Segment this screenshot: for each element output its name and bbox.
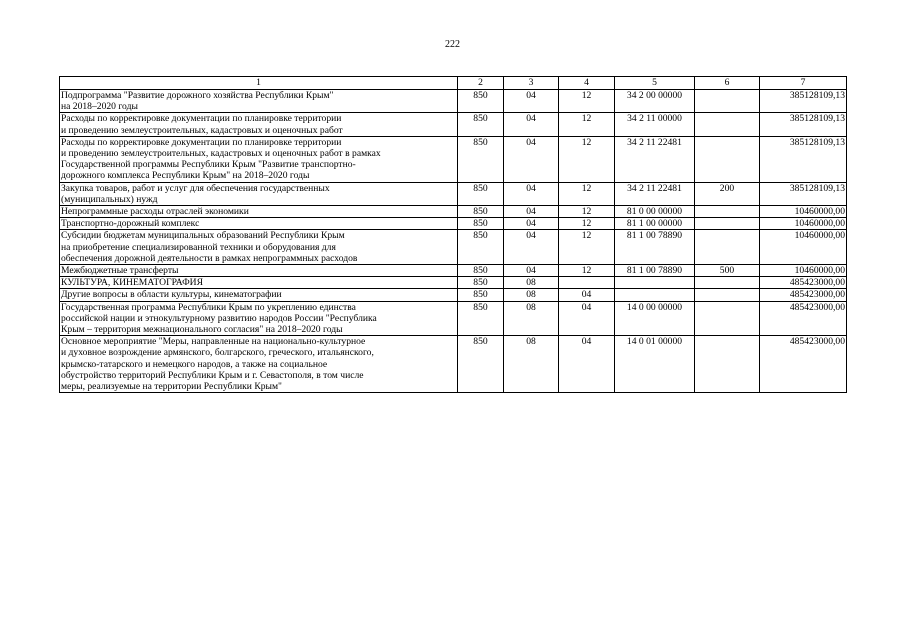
- cell-c4: 12: [559, 90, 615, 113]
- cell-c2: 850: [458, 182, 504, 205]
- cell-c6: [695, 289, 760, 301]
- cell-c4: 04: [559, 336, 615, 393]
- cell-c2: 850: [458, 230, 504, 265]
- column-header: 2: [458, 77, 504, 90]
- row-amount: 10460000,00: [760, 230, 847, 265]
- column-header: 7: [760, 77, 847, 90]
- cell-c3: 04: [504, 230, 559, 265]
- cell-c6: [695, 90, 760, 113]
- row-name: Другие вопросы в области культуры, кинематографии: [60, 289, 458, 301]
- cell-c4: 12: [559, 265, 615, 277]
- cell-c5: 14 0 01 00000: [615, 336, 695, 393]
- table-row: [60, 230, 847, 265]
- column-header: 1: [60, 77, 458, 90]
- column-header: 4: [559, 77, 615, 90]
- row-amount: 10460000,00: [760, 265, 847, 277]
- header-row: [60, 77, 847, 90]
- row-name: Субсидии бюджетам муниципальных образований Республики Крым на приобретение специализированной техники и оборудования для обеспечения дорожной деятельности в рамках непрограммных расходов: [60, 230, 458, 265]
- row-name: Расходы по корректировке документации по планировке территории и проведению землеустроительных, кадастровых и оценочных работ: [60, 113, 458, 136]
- cell-c2: 850: [458, 218, 504, 230]
- cell-c5: 81 1 00 78890: [615, 265, 695, 277]
- row-amount: 385128109,13: [760, 136, 847, 182]
- cell-c6: [695, 218, 760, 230]
- cell-c5: 81 0 00 00000: [615, 206, 695, 218]
- cell-c4: 12: [559, 206, 615, 218]
- row-name: КУЛЬТУРА, КИНЕМАТОГРАФИЯ: [60, 277, 458, 289]
- column-header: 5: [615, 77, 695, 90]
- cell-c3: 08: [504, 289, 559, 301]
- cell-c2: 850: [458, 289, 504, 301]
- cell-c2: 850: [458, 206, 504, 218]
- page-number: 222: [445, 39, 460, 50]
- row-amount: 10460000,00: [760, 218, 847, 230]
- cell-c6: [695, 277, 760, 289]
- table-row: [60, 265, 847, 277]
- table-row: [60, 277, 847, 289]
- cell-c6: [695, 301, 760, 336]
- cell-c3: 04: [504, 265, 559, 277]
- cell-c4: 12: [559, 113, 615, 136]
- cell-c4: 12: [559, 218, 615, 230]
- cell-c5: 34 2 11 00000: [615, 113, 695, 136]
- cell-c5: [615, 289, 695, 301]
- cell-c5: 81 1 00 00000: [615, 218, 695, 230]
- cell-c5: 34 2 00 00000: [615, 90, 695, 113]
- cell-c4: 12: [559, 230, 615, 265]
- cell-c5: 34 2 11 22481: [615, 182, 695, 205]
- row-name: Транспортно-дорожный комплекс: [60, 218, 458, 230]
- row-amount: 485423000,00: [760, 277, 847, 289]
- row-amount: 485423000,00: [760, 301, 847, 336]
- table-row: [60, 301, 847, 336]
- row-name: Непрограммные расходы отраслей экономики: [60, 206, 458, 218]
- row-amount: 385128109,13: [760, 90, 847, 113]
- budget-table: [59, 76, 847, 393]
- cell-c6: 500: [695, 265, 760, 277]
- cell-c4: [559, 277, 615, 289]
- cell-c3: 04: [504, 206, 559, 218]
- cell-c4: 04: [559, 301, 615, 336]
- cell-c2: 850: [458, 336, 504, 393]
- cell-c6: 200: [695, 182, 760, 205]
- cell-c2: 850: [458, 113, 504, 136]
- cell-c3: 04: [504, 182, 559, 205]
- cell-c3: 08: [504, 336, 559, 393]
- cell-c5: [615, 277, 695, 289]
- table-row: [60, 206, 847, 218]
- cell-c3: 08: [504, 277, 559, 289]
- cell-c6: [695, 336, 760, 393]
- cell-c3: 04: [504, 136, 559, 182]
- row-amount: 485423000,00: [760, 289, 847, 301]
- cell-c2: 850: [458, 265, 504, 277]
- cell-c6: [695, 206, 760, 218]
- row-name: Государственная программа Республики Крым по укреплению единства российской нации и этнокультурному развитию народов России "Республика Крым – территория межнационального согласия" на 2018–2020 годы: [60, 301, 458, 336]
- cell-c3: 08: [504, 301, 559, 336]
- row-amount: 385128109,13: [760, 113, 847, 136]
- table-row: [60, 136, 847, 182]
- table-row: [60, 218, 847, 230]
- row-name: Подпрограмма "Развитие дорожного хозяйства Республики Крым" на 2018–2020 годы: [60, 90, 458, 113]
- table-row: [60, 113, 847, 136]
- cell-c2: 850: [458, 301, 504, 336]
- cell-c3: 04: [504, 218, 559, 230]
- cell-c6: [695, 136, 760, 182]
- cell-c4: 04: [559, 289, 615, 301]
- column-header: 6: [695, 77, 760, 90]
- cell-c5: 81 1 00 78890: [615, 230, 695, 265]
- cell-c4: 12: [559, 182, 615, 205]
- cell-c2: 850: [458, 90, 504, 113]
- row-amount: 385128109,13: [760, 182, 847, 205]
- table-row: [60, 336, 847, 393]
- table-row: [60, 289, 847, 301]
- cell-c5: 34 2 11 22481: [615, 136, 695, 182]
- column-header: 3: [504, 77, 559, 90]
- row-name: Основное мероприятие "Меры, направленные на национально-культурное и духовное возрождение армянского, болгарского, греческого, итальянского, крымско-татарского и немецкого народов, а также на социальное обустройство территорий Республики Крым и г. Севастополя, в том числе меры, реализуемые на территории Республики Крым": [60, 336, 458, 393]
- cell-c3: 04: [504, 113, 559, 136]
- table-row: [60, 182, 847, 205]
- row-name: Расходы по корректировке документации по планировке территории и проведению землеустроительных, кадастровых и оценочных работ в рамках Государственной программы Республики Крым "Развитие транспортно- дорожного комплекса Республики Крым" на 2018–2020 годы: [60, 136, 458, 182]
- cell-c6: [695, 230, 760, 265]
- row-name: Закупка товаров, работ и услуг для обеспечения государственных (муниципальных) нужд: [60, 182, 458, 205]
- table-row: [60, 90, 847, 113]
- cell-c6: [695, 113, 760, 136]
- row-name: Межбюджетные трансферты: [60, 265, 458, 277]
- cell-c3: 04: [504, 90, 559, 113]
- row-amount: 485423000,00: [760, 336, 847, 393]
- cell-c5: 14 0 00 00000: [615, 301, 695, 336]
- cell-c2: 850: [458, 277, 504, 289]
- row-amount: 10460000,00: [760, 206, 847, 218]
- cell-c4: 12: [559, 136, 615, 182]
- cell-c2: 850: [458, 136, 504, 182]
